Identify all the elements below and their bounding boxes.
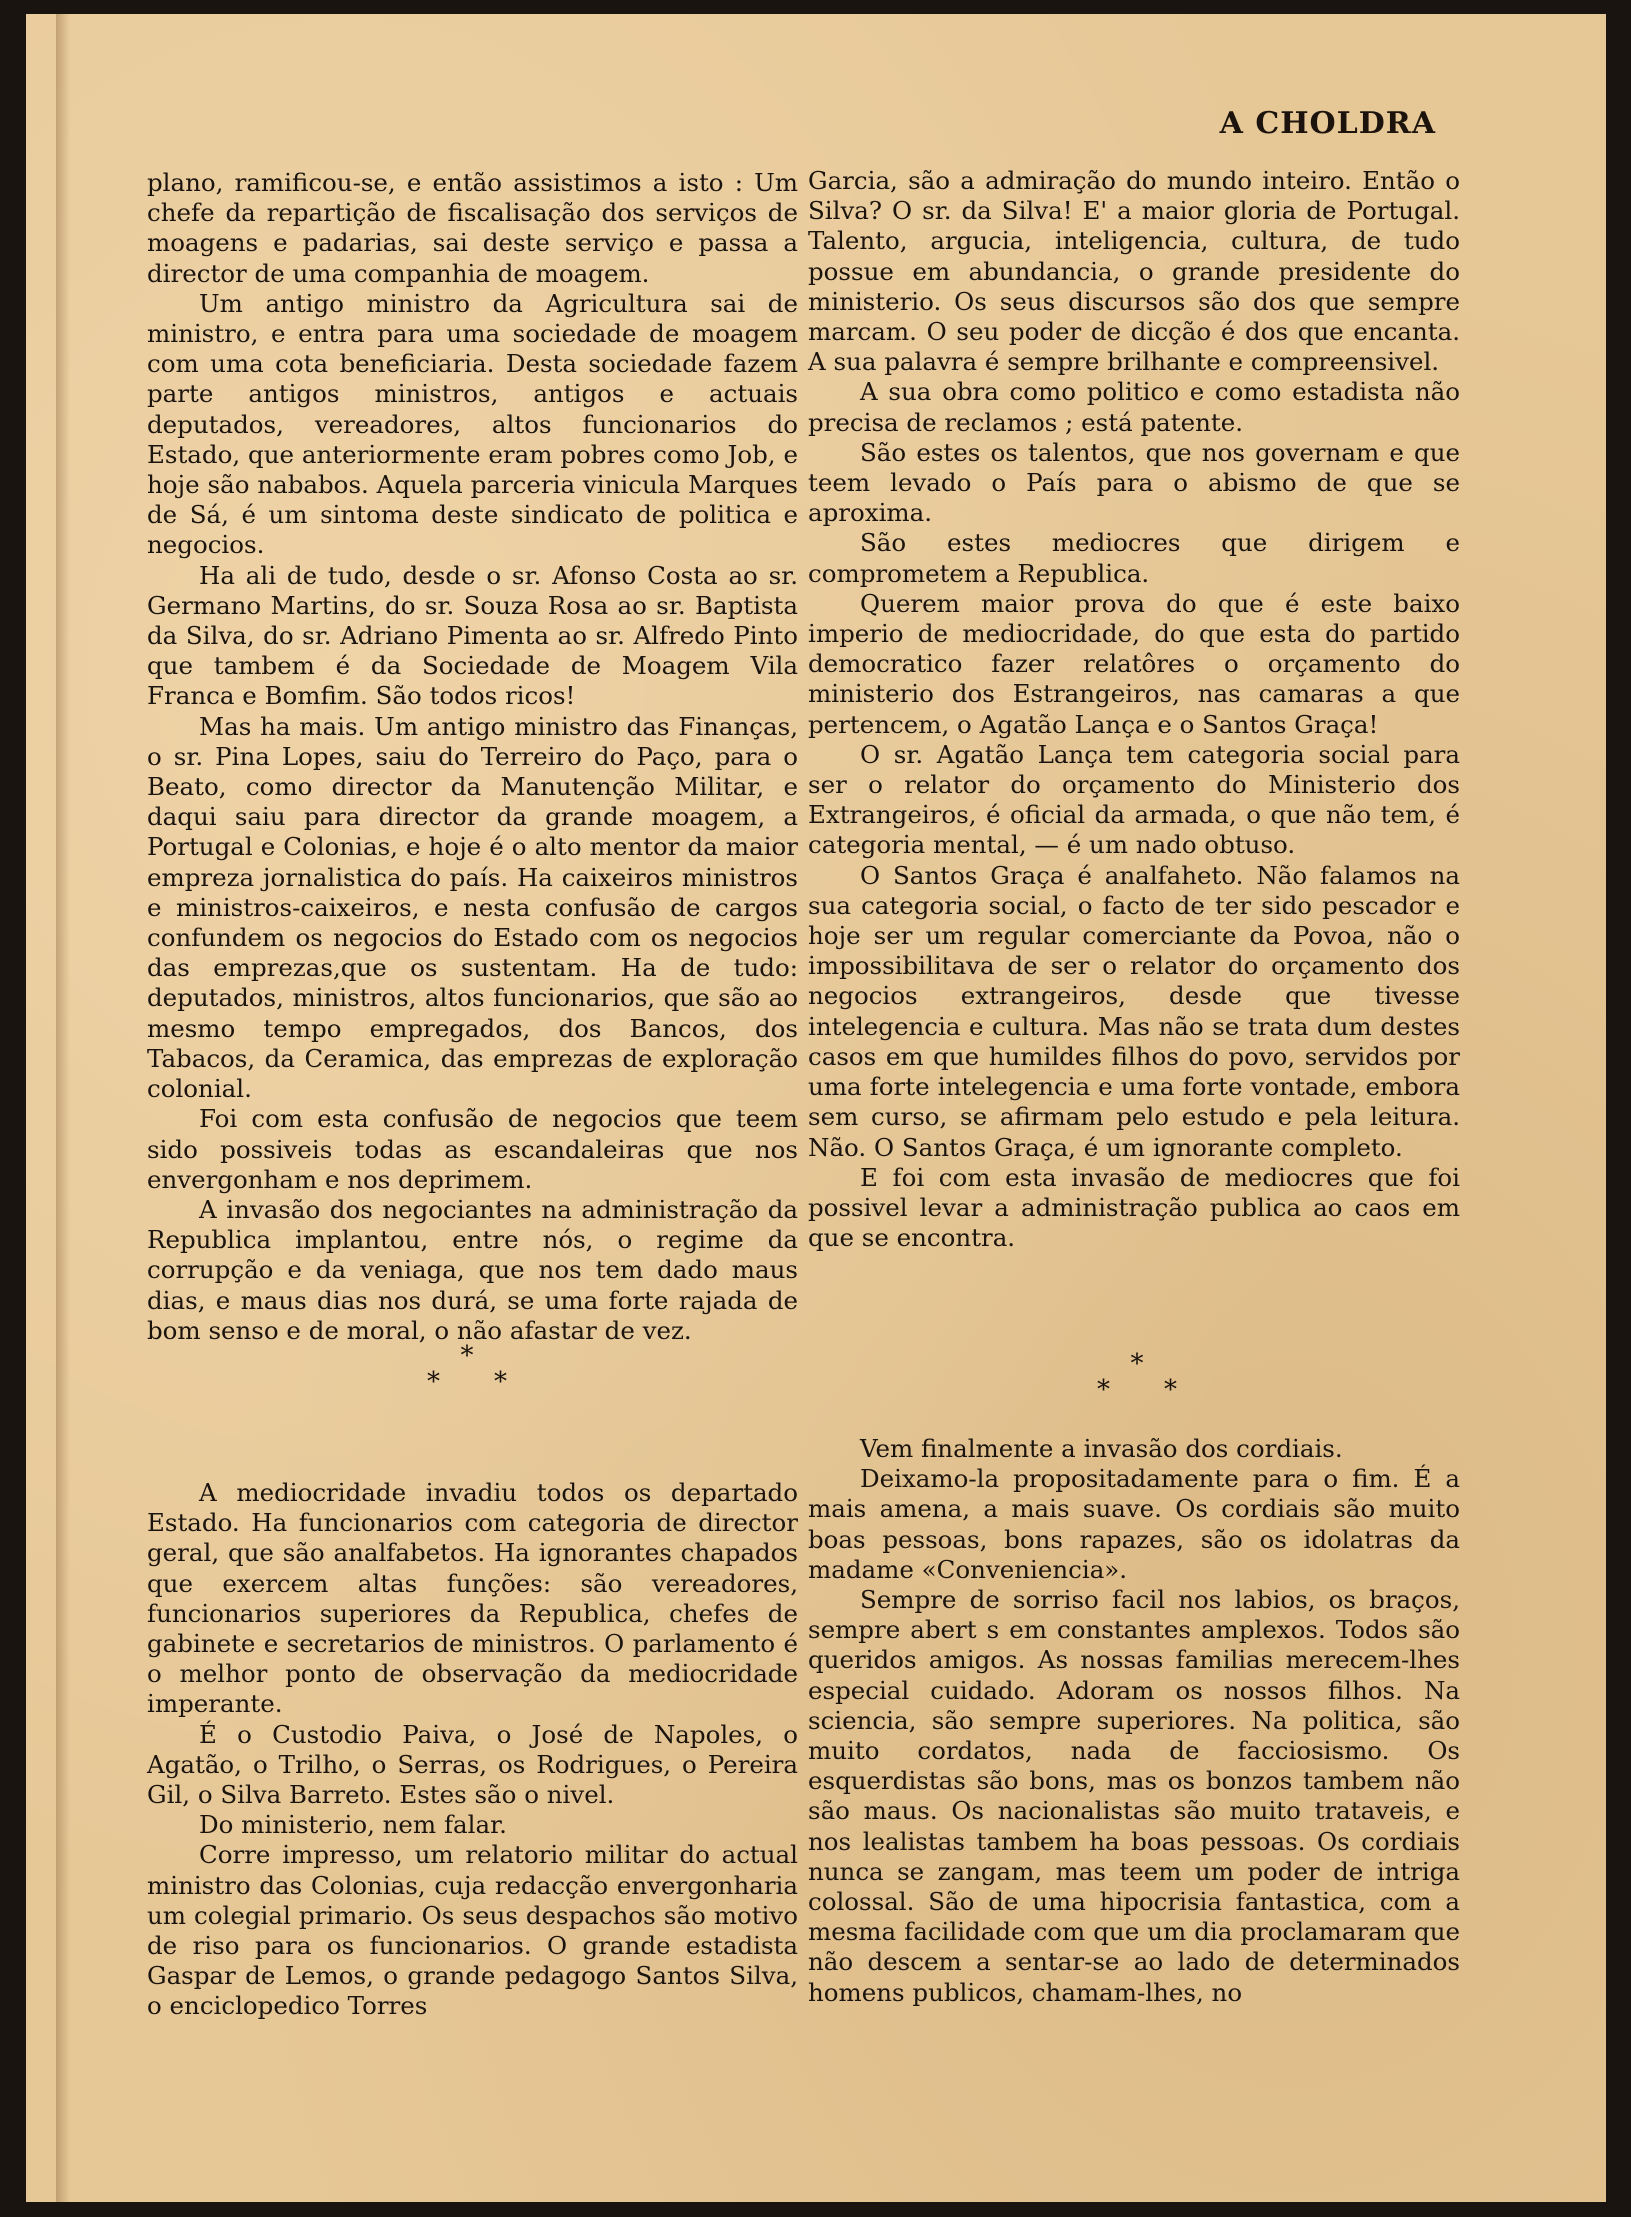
column-top-right [808, 166, 1460, 1253]
paragraph: A sua obra como politico e como estadista não precisa de reclamos ; está patente. [808, 377, 1460, 437]
newspaper-page [26, 14, 1606, 2202]
paragraph: Um antigo ministro da Agricultura sai de ministro, e entra para uma sociedade de moagem com uma cota beneficiaria. Desta sociedade fazem parte antigos ministros, antigos e actuais deputados, vereadores, altos funcionarios do Estado, que anteriormente eram pobres como Job, e hoje são nababos. Aquela parceria vinicula Marques de Sá, é um sintoma deste sindicato de politica e negocios. [147, 288, 798, 560]
column-bottom-left [147, 1478, 798, 2022]
separator-star: * [1097, 1375, 1110, 1405]
section-separator-right [1077, 1349, 1197, 1405]
separator-star: * [460, 1341, 474, 1371]
paragraph: A mediocridade invadiu todos os departado Estado. Ha funcionarios com categoria de director geral, que são analfabetos. Ha ignorantes chapados que exercem altas funções: são vereadores, funcionarios superiores da Republica, chefes de gabinete e secretarios de ministros. O parlamento é o melhor ponto de observação da mediocridade imperante. [147, 1478, 798, 1719]
section-separator-left [407, 1341, 527, 1397]
separator-star: * [1164, 1375, 1177, 1405]
paragraph: Corre impresso, um relatorio militar do actual ministro das Colonias, cuja redacção envergonharia um colegial primario. Os seus despachos são motivo de riso para os funcionarios. O grande estadista Gaspar de Lemos, o grande pedagogo Santos Silva, o enciclopedico Torres [147, 1840, 798, 2021]
paragraph: Mas ha mais. Um antigo ministro das Finanças, o sr. Pina Lopes, saiu do Terreiro do Paço, para o Beato, como director da Manutenção Militar, e daqui saiu para director da grande moagem, a Portugal e Colonias, e hoje é o alto mentor da maior empreza jornalistica do país. Ha caixeiros ministros e ministros-caixeiros, e nesta confusão de cargos confundem os negocios do Estado com os negocios das emprezas,que os sustentam. Ha de tudo: deputados, ministros, altos funcionarios, que são ao mesmo tempo empregados, dos Bancos, dos Tabacos, da Ceramica, das emprezas de exploração colonial. [147, 711, 798, 1104]
paragraph: São estes mediocres que dirigem e comprometem a Republica. [808, 528, 1460, 588]
paragraph: Do ministerio, nem falar. [199, 1810, 507, 1840]
separator-star: * [1130, 1349, 1144, 1379]
paragraph: Garcia, são a admiração do mundo inteiro. Então o Silva? O sr. da Silva! E' a maior gloria de Portugal. Talento, argucia, inteligencia, cultura, de tudo possue em abundancia, o grande presidente do ministerio. Os seus discursos são dos que sempre marcam. O seu poder de dicção é dos que encanta. A sua palavra é sempre brilhante e compreensivel. [808, 166, 1460, 377]
separator-star: * [427, 1367, 440, 1397]
paragraph: O sr. Agatão Lança tem categoria social para ser o relator do orçamento do Ministerio dos Extrangeiros, é oficial da armada, o que não tem, é categoria mental, — é um nado obtuso. [808, 739, 1460, 860]
paragraph: Vem finalmente a invasão dos cordiais. [860, 1434, 1343, 1463]
paragraph: São estes os talentos, que nos governam e que teem levado o País para o abismo de que se aproxima. [808, 437, 1460, 528]
paragraph: Querem maior prova do que é este baixo imperio de mediocridade, do que esta do partido democratico fazer relatôres o orçamento do ministerio dos Estrangeiros, nas camaras a que pertencem, o Agatão Lança e o Santos Graça! [808, 588, 1460, 739]
paragraph: Deixamo-la propositadamente para o fim. É a mais amena, a mais suave. Os cordiais são muito boas pessoas, bons rapazes, são os idolatras da madame «Conveniencia». [808, 1464, 1460, 1584]
column-top-left [147, 168, 798, 1346]
page-fold-shadow [56, 14, 70, 2202]
paragraph: Foi com esta confusão de negocios que teem sido possiveis todas as escandaleiras que nos envergonham e nos deprimem. [147, 1104, 798, 1194]
paragraph: plano, ramificou-se, e então assistimos a isto : Um chefe da repartição de fiscalisação dos serviços de moagens e padarias, sai deste serviço e passa a director de uma companhia de moagem. [147, 168, 798, 288]
page-header-title: A CHOLDRA [1219, 106, 1436, 141]
paragraph: Ha ali de tudo, desde o sr. Afonso Costa ao sr. Germano Martins, do sr. Souza Rosa ao sr. Baptista da Silva, do sr. Adriano Pimenta ao sr. Alfredo Pinto que tambem é da Sociedade de Moagem Vila Franca e Bomfim. São todos ricos! [147, 560, 798, 711]
paragraph: E foi com esta invasão de mediocres que foi possivel levar a administração publica ao caos em que se encontra. [808, 1162, 1460, 1253]
paragraph: O Santos Graça é analfaheto. Não falamos na sua categoria social, o facto de ter sido pescador e hoje ser um regular comerciante da Povoa, não o impossibilitava de ser o relator do orçamento dos negocios extrangeiros, desde que tivesse intelegencia e cultura. Mas não se trata dum destes casos em que humildes filhos do povo, servidos por uma forte intelegencia e uma forte vontade, embora sem curso, se afirmam pelo estudo e pela leitura. Não. O Santos Graça, é um ignorante completo. [808, 860, 1460, 1162]
paragraph: É o Custodio Paiva, o José de Napoles, o Agatão, o Trilho, o Serras, os Rodrigues, o Pereira Gil, o Silva Barreto. Estes são o nivel. [147, 1719, 798, 1810]
column-bottom-right [808, 1434, 1460, 2008]
separator-star: * [494, 1367, 507, 1397]
paragraph: A invasão dos negociantes na administração da Republica implantou, entre nós, o regime da corrupção e da veniaga, que nos tem dado maus dias, e maus dias nos durá, se uma forte rajada de bom senso e de moral, o não afastar de vez. [147, 1194, 798, 1345]
paragraph: Sempre de sorriso facil nos labios, os braços, sempre abert s em constantes amplexos. Todos são queridos amigos. As nossas familias merecem-lhes especial cuidado. Adoram os nossos filhos. Na sciencia, são sempre superiores. Na politica, são muito cordatos, nada de facciosismo. Os esquerdistas são bons, mas os bonzos tambem não são maus. Os nacionalistas são muito trataveis, e nos lealistas tambem ha boas pessoas. Os cordiais nunca se zangam, mas teem um poder de intriga colossal. São de uma hipocrisia fantastica, com a mesma facilidade com que um dia proclamaram que não descem a sentar-se ao lado de determinados homens publicos, chamam-lhes, no [808, 1585, 1460, 2007]
